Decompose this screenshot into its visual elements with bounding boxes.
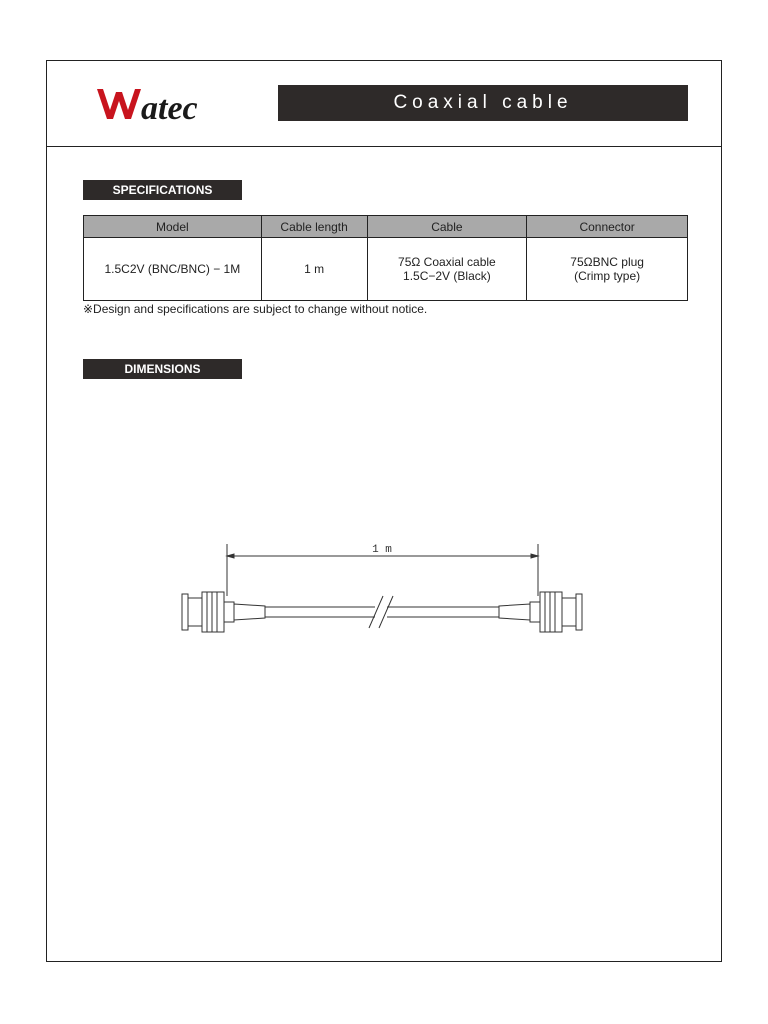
cell-cable-line1: 75Ω Coaxial cable — [398, 255, 496, 269]
cell-connector-line2: (Crimp type) — [574, 269, 641, 283]
specifications-label-text: SPECIFICATIONS — [112, 183, 213, 197]
cell-cable-line2: 1.5C−2V (Black) — [403, 269, 491, 283]
header — [47, 61, 721, 147]
page-title — [278, 85, 688, 121]
cell-model: 1.5C2V (BNC/BNC) − 1M — [84, 238, 262, 301]
header-cable-length: Cable length — [261, 216, 367, 238]
bnc-plug-left — [182, 592, 265, 632]
spec-table — [83, 215, 688, 301]
disclaimer-note: ※Design and specifications are subject to change without notice. — [83, 302, 428, 316]
dimensions-label-text: DIMENSIONS — [124, 362, 201, 376]
cell-cable-length: 1 m — [261, 238, 367, 301]
page-title-text: Coaxial cable — [393, 92, 573, 113]
table-row — [84, 238, 688, 301]
cell-connector-line1: 75ΩBNC plug — [570, 255, 644, 269]
break-symbol — [369, 596, 393, 628]
header-model: Model — [84, 216, 262, 238]
spec-sheet — [46, 60, 722, 962]
dimensions-label — [83, 359, 242, 379]
dimension-arrow-left — [227, 554, 234, 558]
header-cable: Cable — [367, 216, 527, 238]
watec-logo — [95, 83, 229, 125]
logo-text: atec — [141, 90, 198, 125]
bnc-plug-right — [499, 592, 582, 632]
table-header-row — [84, 216, 688, 238]
dimension-label: 1 m — [372, 544, 392, 556]
cell-cable — [367, 238, 527, 301]
header-connector: Connector — [527, 216, 688, 238]
cell-connector — [527, 238, 688, 301]
specifications-label — [83, 180, 242, 200]
dimension-arrow-right — [531, 554, 538, 558]
cable-drawing — [177, 536, 587, 636]
